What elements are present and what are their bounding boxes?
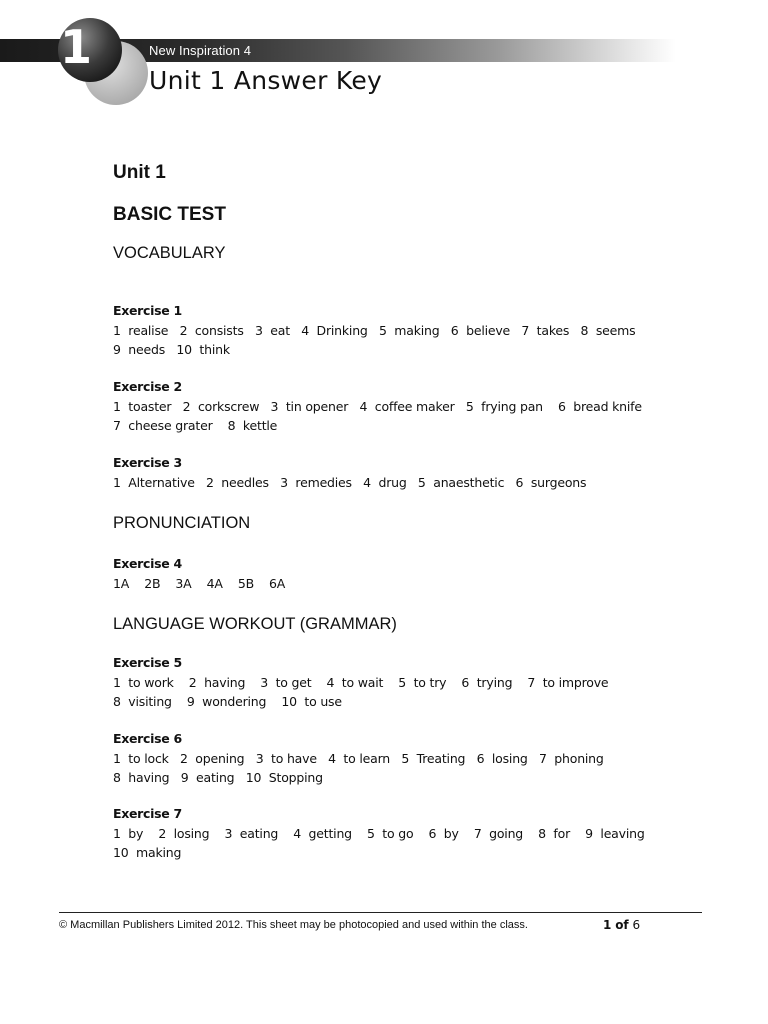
page-title: Unit 1 Answer Key — [149, 66, 383, 95]
unit-badge-number: 1 — [60, 20, 93, 74]
exercise-answers: 1 Alternative 2 needles 3 remedies 4 drug 5 anaesthetic 6 surgeons — [113, 475, 587, 490]
exercise-5 — [113, 653, 713, 711]
footer-copyright: © Macmillan Publishers Limited 2012. This sheet may be photocopied and used within the class. — [59, 919, 528, 931]
exercise-answers: 8 visiting 9 wondering 10 to use — [113, 694, 342, 709]
exercise-answers: 1 to work 2 having 3 to get 4 to wait 5 to try 6 trying 7 to improve — [113, 675, 609, 690]
test-heading: BASIC TEST — [113, 204, 226, 225]
exercise-answers: 7 cheese grater 8 kettle — [113, 418, 278, 433]
footer-divider — [59, 912, 702, 913]
exercise-answers: 1 realise 2 consists 3 eat 4 Drinking 5 making 6 believe 7 takes 8 seems — [113, 323, 636, 338]
exercise-1 — [113, 301, 713, 359]
section-grammar: LANGUAGE WORKOUT (GRAMMAR) — [113, 615, 397, 633]
section-vocabulary: VOCABULARY — [113, 244, 226, 262]
exercise-title: Exercise 6 — [113, 731, 182, 746]
exercise-2 — [113, 377, 713, 435]
section-pronunciation: PRONUNCIATION — [113, 514, 251, 532]
page-number — [603, 918, 640, 932]
page-current: 1 — [603, 918, 612, 932]
exercise-title: Exercise 3 — [113, 455, 182, 470]
exercise-4 — [113, 554, 713, 593]
unit-heading: Unit 1 — [113, 162, 166, 183]
exercise-answers: 1A 2B 3A 4A 5B 6A — [113, 576, 286, 591]
exercise-title: Exercise 1 — [113, 303, 182, 318]
exercise-answers: 9 needs 10 think — [113, 342, 230, 357]
exercise-6 — [113, 729, 713, 787]
page-of-label: of — [615, 918, 629, 932]
exercise-7 — [113, 804, 713, 862]
exercise-title: Exercise 5 — [113, 655, 182, 670]
exercise-title: Exercise 7 — [113, 806, 182, 821]
page-total: 6 — [632, 918, 641, 932]
exercise-title: Exercise 4 — [113, 556, 182, 571]
exercise-answers: 1 toaster 2 corkscrew 3 tin opener 4 coffee maker 5 frying pan 6 bread knife — [113, 399, 642, 414]
exercise-answers: 1 by 2 losing 3 eating 4 getting 5 to go 6 by 7 going 8 for 9 leaving — [113, 826, 645, 841]
exercise-3 — [113, 453, 713, 492]
exercise-title: Exercise 2 — [113, 379, 182, 394]
series-title: New Inspiration 4 — [149, 43, 252, 58]
exercise-answers: 1 to lock 2 opening 3 to have 4 to learn 5 Treating 6 losing 7 phoning — [113, 751, 604, 766]
exercise-answers: 8 having 9 eating 10 Stopping — [113, 770, 323, 785]
unit-badge — [56, 16, 152, 108]
exercise-answers: 10 making — [113, 845, 182, 860]
